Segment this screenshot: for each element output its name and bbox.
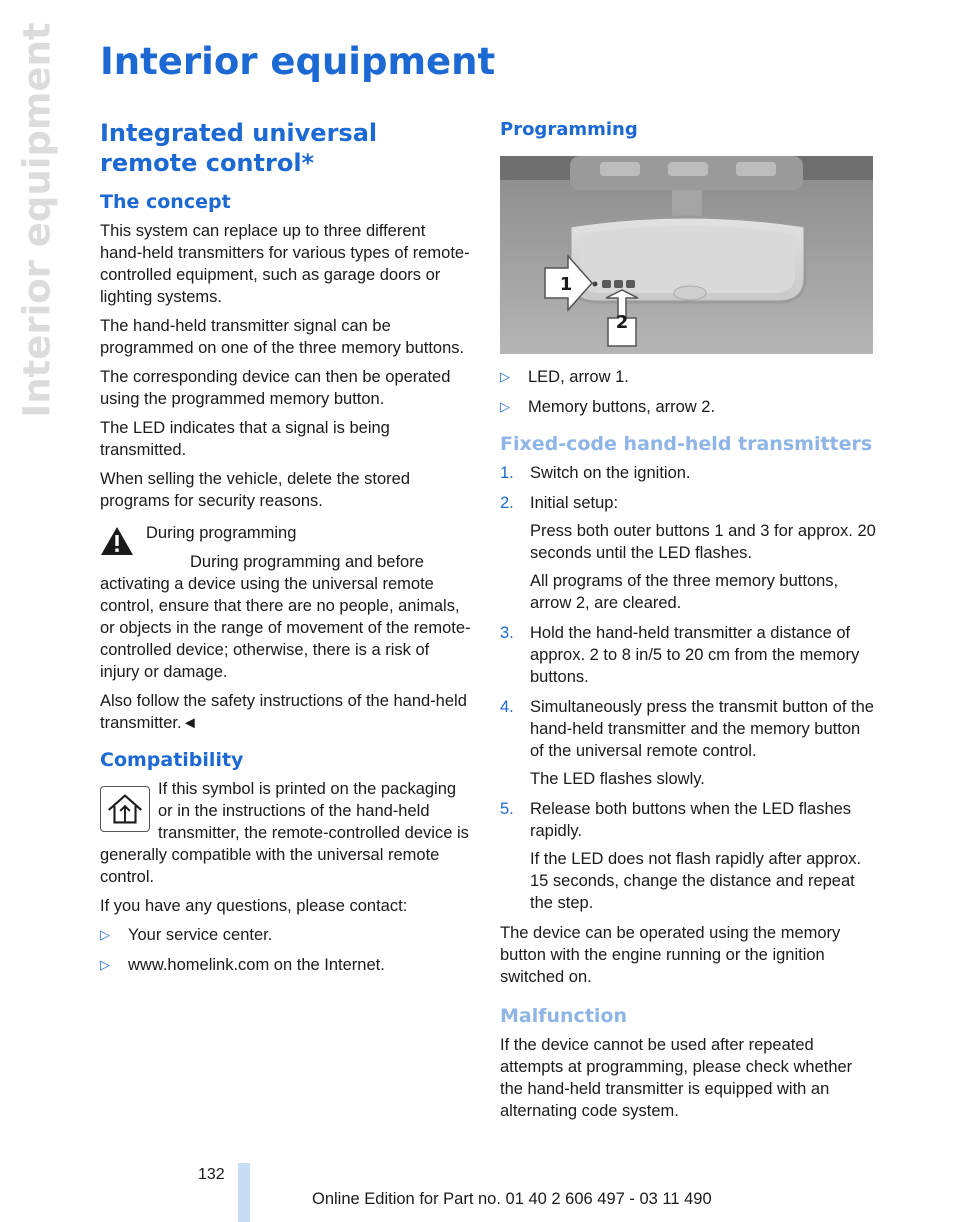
triangle-bullet-icon: ▷ [100,927,110,942]
after-steps-text: The device can be operated using the memory button with the engine running or the ignition switched on. [500,924,841,986]
warning-note [100,522,472,734]
step-subtext: Press both outer buttons 1 and 3 for approx. 20 seconds until the LED flashes. [530,522,876,562]
programming-steps [500,462,876,914]
right-column [500,118,876,1129]
page-number: 132 [198,1166,225,1183]
concept-paragraph: The hand-held transmitter signal can be programmed on one of the three memory buttons. [100,317,465,357]
footer-edition: Online Edition for Part no. 01 40 2 606 497 - 03 11 490 [312,1190,712,1208]
step-subtext: If the LED does not flash rapidly after approx. 15 seconds, change the distance and repeat the step. [530,850,862,912]
house-compatibility-icon [100,786,150,832]
concept-heading: The concept [100,191,231,213]
step-item: 2. Initial setup: Press both outer buttons 1 and 3 for approx. 20 seconds until the LED flashes. All programs of the three memory buttons, arrow 2, are cleared. [500,494,876,612]
list-item: ▷ Your service center. [100,926,273,944]
concept-paragraph: When selling the vehicle, delete the stored programs for security reasons. [100,470,411,510]
list-item: ▷ LED, arrow 1. [500,368,629,386]
fixed-code-heading: Fixed-code hand-held transmitters [500,433,873,455]
concept-paragraph: This system can replace up to three different hand-held transmitters for various types of remote-controlled equipment, such as garage doors or lighting systems. [100,222,470,306]
programming-heading: Programming [500,119,638,140]
contact-list [100,924,472,976]
warning-triangle-icon [100,526,134,556]
compatibility-text: If this symbol is printed on the packaging or in the instructions of the hand-held transmitter, the remote-controlled device is generally compatible with the universal remote control. [100,780,469,886]
step-item: 3. Hold the hand-held transmitter a distance of approx. 2 to 8 in/5 to 20 cm from the memory buttons. [500,624,860,686]
step-item: 5. Release both buttons when the LED flashes rapidly. If the LED does not flash rapidly after approx. 15 seconds, change the distance and repeat the step. [500,798,876,914]
concept-paragraph: The LED indicates that a signal is being transmitted. [100,419,390,459]
section-title: Integrated universal remote control* [100,119,378,177]
triangle-bullet-icon: ▷ [500,369,510,384]
warning-title: During programming [146,524,297,542]
concept-paragraph: The corresponding device can then be operated using the programmed memory button. [100,368,451,408]
figure-label-2: 2 [615,312,629,333]
figure-label-1: 1 [559,274,573,295]
footer-bar [238,1163,250,1222]
list-item: ▷ www.homelink.com on the Internet. [100,956,385,974]
list-item: ▷ Memory buttons, arrow 2. [500,398,716,416]
malfunction-text: If the device cannot be used after repeated attempts at programming, please check whether the hand-held transmitter is equipped with an alternating code system. [500,1036,853,1120]
compatibility-heading: Compatibility [100,749,244,771]
questions-text: If you have any questions, please contact: [100,897,408,915]
triangle-bullet-icon: ▷ [500,399,510,414]
step-subtext: The LED flashes slowly. [530,770,705,788]
rearview-mirror-figure [500,156,873,354]
side-tab [12,22,62,418]
triangle-bullet-icon: ▷ [100,957,110,972]
warning-follow: Also follow the safety instructions of the hand-held transmitter.◄ [100,692,467,732]
step-subtext: All programs of the three memory buttons, arrow 2, are cleared. [530,572,839,612]
step-item: 4. Simultaneously press the transmit button of the hand-held transmitter and the memory button of the universal remote control. The LED flashes slowly. [500,696,876,790]
compatibility-note [100,778,472,888]
left-column [100,118,472,986]
step-item: 1. Switch on the ignition. [500,464,691,482]
figure-legend-list [500,366,876,418]
side-tab-label: Interior equipment [15,22,59,418]
malfunction-heading: Malfunction [500,1005,627,1027]
warning-text: During programming and before activating a device using the universal remote control, ensure that there are no people, animals, or objects in the range of movement of the remote-controlled device; otherwise, there is a risk of injury or damage. [100,553,471,681]
page-title: Interior equipment [100,40,496,83]
